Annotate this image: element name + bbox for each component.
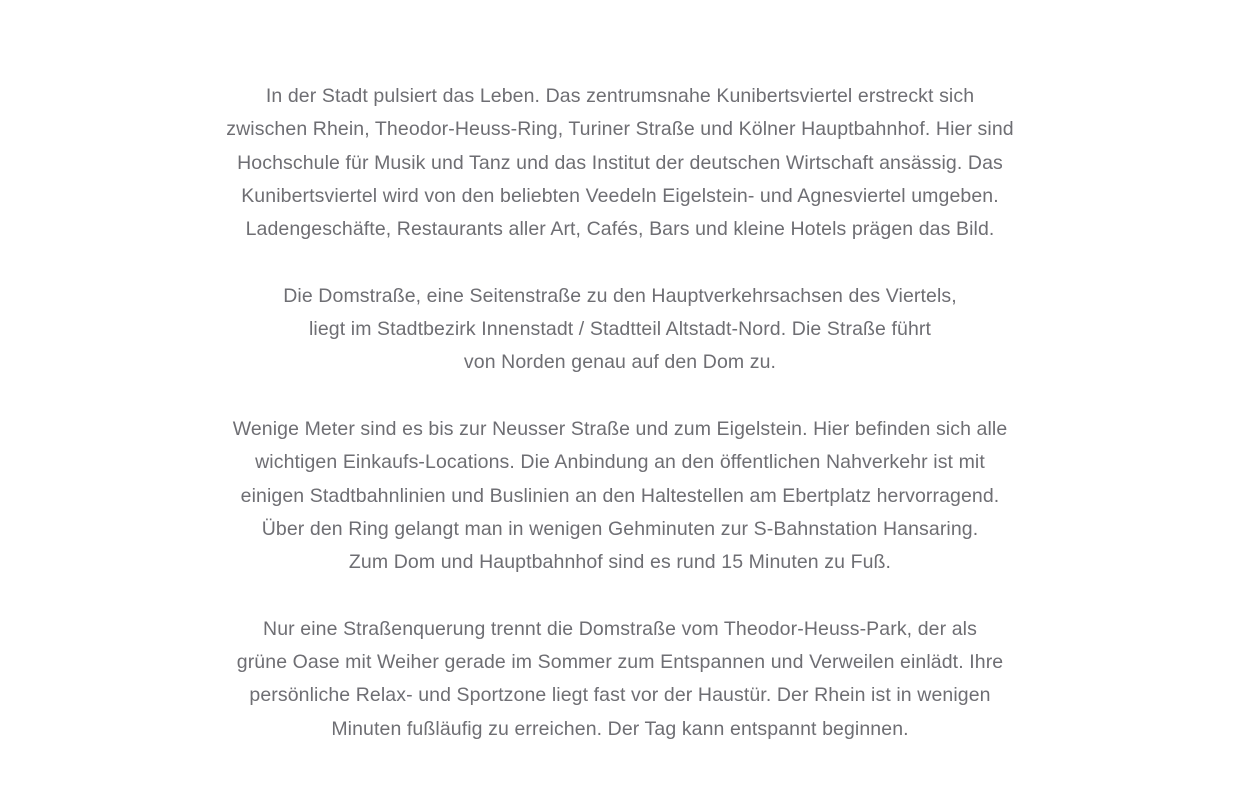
- text-line: zwischen Rhein, Theodor-Heuss-Ring, Turiner Straße und Kölner Hauptbahnhof. Hier sind: [226, 118, 1014, 141]
- text-line: Zum Dom und Hauptbahnhof sind es rund 15 Minuten zu Fuß.: [348, 551, 892, 574]
- paragraph-transport: [0, 413, 1240, 579]
- text-line: von Norden genau auf den Dom zu.: [463, 351, 777, 374]
- text-line: Hochschule für Musik und Tanz und das Institut der deutschen Wirtschaft ansässig. Das: [237, 151, 1003, 174]
- text-line: einigen Stadtbahnlinien und Buslinien an den Haltestellen am Ebertplatz hervorragend.: [240, 484, 1000, 507]
- text-line: wichtigen Einkaufs-Locations. Die Anbindung an den öffentlichen Nahverkehr ist mit: [255, 451, 985, 474]
- text-line: Ladengeschäfte, Restaurants aller Art, Cafés, Bars und kleine Hotels prägen das Bild.: [245, 218, 995, 241]
- text-line: Wenige Meter sind es bis zur Neusser Straße und zum Eigelstein. Hier befinden sich alle: [232, 417, 1008, 440]
- text-line: Minuten fußläufig zu erreichen. Der Tag kann entspannt beginnen.: [331, 717, 909, 740]
- location-description: [0, 80, 1240, 746]
- text-line: In der Stadt pulsiert das Leben. Das zentrumsnahe Kunibertsviertel erstreckt sich: [265, 85, 975, 107]
- text-line: Nur eine Straßenquerung trennt die Domstraße vom Theodor-Heuss-Park, der als: [263, 617, 977, 640]
- text-line: liegt im Stadtbezirk Innenstadt / Stadtteil Altstadt-Nord. Die Straße führt: [308, 318, 932, 341]
- text-line: grüne Oase mit Weiher gerade im Sommer zum Entspannen und Verweilen einlädt. Ihre: [236, 651, 1004, 674]
- text-line: persönliche Relax- und Sportzone liegt fast vor der Haustür. Der Rhein ist in wenigen: [249, 684, 991, 707]
- text-line: Über den Ring gelangt man in wenigen Gehminuten zur S-Bahnstation Hansaring.: [261, 517, 979, 540]
- paragraph-park: [0, 613, 1240, 746]
- paragraph-domstrasse: [0, 280, 1240, 380]
- text-line: Kunibertsviertel wird von den beliebten Veedeln Eigelstein- und Agnesviertel umgeben.: [241, 184, 999, 207]
- paragraph-city-life: [0, 80, 1240, 246]
- text-line: Die Domstraße, eine Seitenstraße zu den Hauptverkehrsachsen des Viertels,: [283, 284, 957, 307]
